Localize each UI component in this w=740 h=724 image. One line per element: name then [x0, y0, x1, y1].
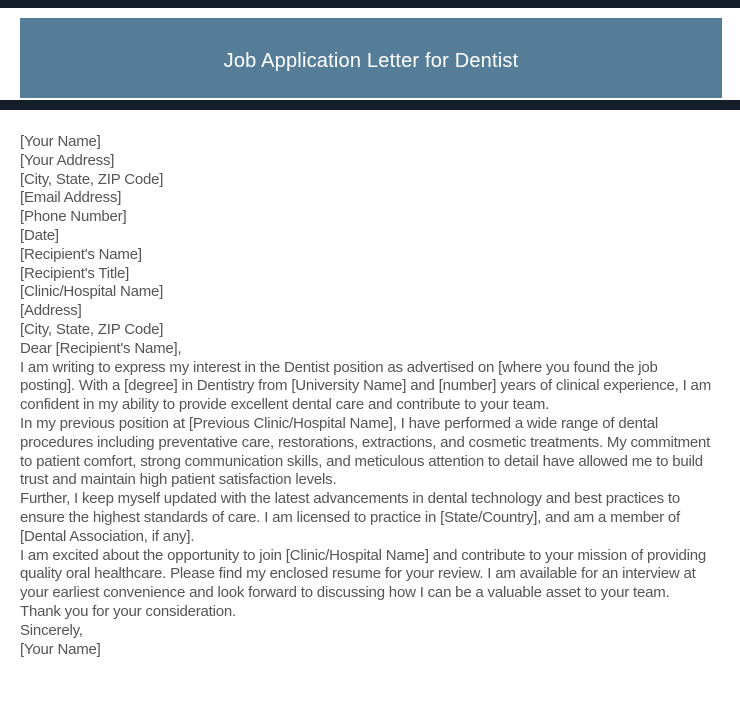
salutation: Dear [Recipient's Name], — [20, 339, 182, 357]
letter-paragraph-experience: In my previous position at [Previous Clinic/Hospital Name], I have performed a wide range of dental procedures including preventative care, restorations, extractions, and cosmetic treatments. My commitment to patient comfort, strong communication skills, and meticulous attention to detail have allowed me to build trust and maintain high patient satisfaction levels. — [20, 414, 711, 489]
recipient-name-line: [Recipient's Name] — [20, 245, 142, 263]
page-title: Job Application Letter for Dentist — [223, 49, 519, 72]
header-divider-bar — [0, 100, 740, 110]
letter-paragraph-intro: I am writing to express my interest in the Dentist position as advertised on [where you found the job posting]. With a [degree] in Dentistry from [University Name] and [number] years of clinical experience, I am confident in my ability to provide excellent dental care and contribute to your team. — [20, 358, 711, 414]
thanks-line: Thank you for your consideration. — [20, 602, 237, 620]
letter-paragraph-closing: I am excited about the opportunity to join [Clinic/Hospital Name] and contribute to your mission of providing quality oral healthcare. Please find my enclosed resume for your review. I am available for an interview at your earliest convenience and look forward to discussing how I can be a valuable asset to your team. — [20, 546, 707, 602]
signoff-line: Sincerely, — [20, 621, 83, 639]
template-header — [20, 18, 722, 98]
clinic-name-line: [Clinic/Hospital Name] — [20, 283, 164, 301]
sender-city-line: [City, State, ZIP Code] — [20, 170, 164, 188]
top-ribbon-bar — [0, 0, 740, 8]
letter-body — [20, 133, 712, 659]
sender-address-line: [Your Address] — [20, 151, 115, 169]
sender-phone-line: [Phone Number] — [20, 208, 127, 226]
recipient-city-line: [City, State, ZIP Code] — [20, 320, 164, 338]
recipient-title-line: [Recipient's Title] — [20, 264, 130, 282]
date-line: [Date] — [20, 226, 59, 244]
signature-line: [Your Name] — [20, 640, 101, 658]
letter-paragraph-credentials: Further, I keep myself updated with the latest advancements in dental technology and best practices to ensure the highest standards of care. I am licensed to practice in [State/Country], and am a member of [Dental Association, if any]. — [20, 490, 680, 545]
recipient-address-line: [Address] — [20, 302, 82, 320]
sender-name-line: [Your Name] — [20, 133, 101, 150]
sender-email-line: [Email Address] — [20, 189, 122, 207]
